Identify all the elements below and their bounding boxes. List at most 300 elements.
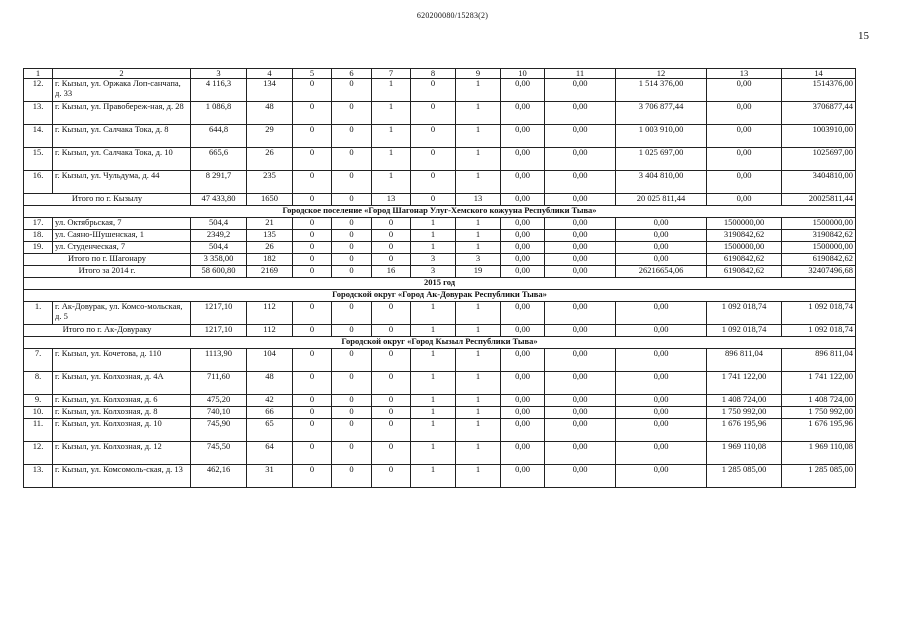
address-cell: г. Кызыл, ул. Оржака Лоп-санчапа, д. 33 [53, 79, 191, 102]
value-cell: 0,00 [501, 395, 545, 407]
address-cell: г. Кызыл, ул. Колхозная, д. 4А [53, 372, 191, 395]
value-cell: 0,00 [501, 102, 545, 125]
address-cell: ул. Студенческая, 7 [53, 242, 191, 254]
value-cell: 0 [372, 372, 411, 395]
value-cell: 644,8 [191, 125, 247, 148]
address-cell: ул. Октябрьская, 7 [53, 218, 191, 230]
value-cell: 0 [293, 79, 332, 102]
value-cell: 0 [332, 419, 372, 442]
row-number-cell: 15. [24, 148, 53, 171]
value-cell: 0 [372, 442, 411, 465]
value-cell: 0,00 [501, 171, 545, 194]
value-cell: 1 [456, 230, 501, 242]
value-cell: 0 [332, 79, 372, 102]
value-cell: 1 [456, 218, 501, 230]
value-cell: 665,6 [191, 148, 247, 171]
value-cell: 0 [332, 148, 372, 171]
table-row [24, 125, 856, 148]
register-table [23, 68, 856, 488]
value-cell: 1 676 195,96 [782, 419, 856, 442]
value-cell: 1 [411, 230, 456, 242]
value-cell: 0,00 [545, 407, 616, 419]
total-cell: 0,00 [501, 266, 545, 278]
value-cell: 1 [456, 407, 501, 419]
column-number-cell: 10 [501, 69, 545, 79]
value-cell: 745,90 [191, 419, 247, 442]
value-cell: 475,20 [191, 395, 247, 407]
column-number-cell: 11 [545, 69, 616, 79]
column-number-cell: 13 [707, 69, 782, 79]
total-cell: 112 [247, 325, 293, 337]
row-number-cell: 9. [24, 395, 53, 407]
value-cell: 1 [411, 218, 456, 230]
total-cell: 0,00 [545, 254, 616, 266]
value-cell: 66 [247, 407, 293, 419]
total-label: Итого по г. Кызылу [24, 194, 191, 206]
value-cell: 0,00 [501, 465, 545, 488]
value-cell: 29 [247, 125, 293, 148]
total-cell: 58 600,80 [191, 266, 247, 278]
value-cell: 0,00 [501, 407, 545, 419]
value-cell: 0 [293, 230, 332, 242]
value-cell: 0 [293, 419, 332, 442]
value-cell: 0 [332, 372, 372, 395]
value-cell: 0 [293, 218, 332, 230]
value-cell: 1 676 195,96 [707, 419, 782, 442]
value-cell: 1 [456, 442, 501, 465]
total-cell: 0 [372, 325, 411, 337]
value-cell: 0,00 [616, 419, 707, 442]
value-cell: 1 750 992,00 [782, 407, 856, 419]
column-number-cell: 4 [247, 69, 293, 79]
value-cell: 8 291,7 [191, 171, 247, 194]
column-number-cell: 2 [53, 69, 191, 79]
value-cell: 0 [411, 171, 456, 194]
value-cell: 1 [411, 419, 456, 442]
table-row [24, 442, 856, 465]
value-cell: 48 [247, 102, 293, 125]
total-label: Итого по г. Ак-Довураку [24, 325, 191, 337]
row-number-cell: 17. [24, 218, 53, 230]
total-cell: 0,00 [616, 254, 707, 266]
value-cell: 0,00 [545, 349, 616, 372]
value-cell: 1 [411, 349, 456, 372]
value-cell: 0,00 [501, 79, 545, 102]
value-cell: 1 [372, 79, 411, 102]
value-cell: 65 [247, 419, 293, 442]
address-cell: г. Кызыл, ул. Комсомоль-ская, д. 13 [53, 465, 191, 488]
value-cell: 0,00 [545, 79, 616, 102]
total-cell: 0,00 [616, 325, 707, 337]
value-cell: 135 [247, 230, 293, 242]
value-cell: 1514376,00 [782, 79, 856, 102]
value-cell: 0 [372, 395, 411, 407]
total-cell: 182 [247, 254, 293, 266]
value-cell: 0 [293, 465, 332, 488]
value-cell: 0,00 [616, 372, 707, 395]
value-cell: 0,00 [545, 419, 616, 442]
value-cell: 1 [372, 171, 411, 194]
total-cell: 1217,10 [191, 325, 247, 337]
address-cell: г. Кызыл, ул. Колхозная, д. 10 [53, 419, 191, 442]
column-number-cell: 12 [616, 69, 707, 79]
value-cell: 0,00 [545, 395, 616, 407]
value-cell: 1 [411, 372, 456, 395]
total-cell: 47 433,80 [191, 194, 247, 206]
total-cell: 0,00 [707, 194, 782, 206]
total-cell: 20 025 811,44 [616, 194, 707, 206]
value-cell: 26 [247, 148, 293, 171]
value-cell: 0,00 [545, 218, 616, 230]
value-cell: 1 [372, 125, 411, 148]
address-cell: г. Ак-Довурак, ул. Комсо-мольская, д. 5 [53, 302, 191, 325]
total-cell: 0 [332, 254, 372, 266]
value-cell: 0 [293, 372, 332, 395]
row-number-cell: 12. [24, 442, 53, 465]
total-cell: 0 [332, 266, 372, 278]
value-cell: 0 [372, 465, 411, 488]
value-cell: 745,50 [191, 442, 247, 465]
value-cell: 0 [372, 349, 411, 372]
total-cell: 6190842,62 [707, 254, 782, 266]
row-number-cell: 12. [24, 79, 53, 102]
value-cell: 0,00 [545, 102, 616, 125]
section-title: 2015 год [24, 278, 856, 290]
value-cell: 462,16 [191, 465, 247, 488]
value-cell: 0 [293, 407, 332, 419]
row-number-cell: 10. [24, 407, 53, 419]
address-cell: г. Кызыл, ул. Колхозная, д. 8 [53, 407, 191, 419]
value-cell: 235 [247, 171, 293, 194]
value-cell: 0,00 [707, 125, 782, 148]
total-cell: 0,00 [501, 325, 545, 337]
value-cell: 0,00 [616, 442, 707, 465]
value-cell: 0,00 [707, 148, 782, 171]
value-cell: 0,00 [707, 102, 782, 125]
row-number-cell: 7. [24, 349, 53, 372]
value-cell: 1500000,00 [707, 218, 782, 230]
value-cell: 1 003 910,00 [616, 125, 707, 148]
value-cell: 0,00 [616, 407, 707, 419]
value-cell: 1 408 724,00 [707, 395, 782, 407]
value-cell: 0 [332, 171, 372, 194]
total-cell: 26216654,06 [616, 266, 707, 278]
value-cell: 740,10 [191, 407, 247, 419]
row-number-cell: 8. [24, 372, 53, 395]
total-cell: 0,00 [545, 325, 616, 337]
value-cell: 0,00 [501, 302, 545, 325]
value-cell: 1 [456, 395, 501, 407]
value-cell: 0 [293, 442, 332, 465]
value-cell: 0,00 [501, 349, 545, 372]
value-cell: 104 [247, 349, 293, 372]
value-cell: 3 404 810,00 [616, 171, 707, 194]
value-cell: 1 [456, 79, 501, 102]
value-cell: 0 [293, 171, 332, 194]
value-cell: 0 [332, 242, 372, 254]
row-number-cell: 1. [24, 302, 53, 325]
value-cell: 0,00 [616, 349, 707, 372]
value-cell: 0,00 [616, 242, 707, 254]
value-cell: 1 [456, 102, 501, 125]
row-number-cell: 14. [24, 125, 53, 148]
value-cell: 1003910,00 [782, 125, 856, 148]
value-cell: 1 [372, 102, 411, 125]
column-number-cell: 6 [332, 69, 372, 79]
value-cell: 0,00 [545, 125, 616, 148]
value-cell: 21 [247, 218, 293, 230]
section-title: Городской округ «Город Ак-Довурак Республики Тыва» [24, 290, 856, 302]
total-cell: 1 092 018,74 [707, 325, 782, 337]
value-cell: 1 [456, 242, 501, 254]
value-cell: 134 [247, 79, 293, 102]
value-cell: 48 [247, 372, 293, 395]
table-row [24, 230, 856, 242]
value-cell: 0 [372, 407, 411, 419]
value-cell: 1 [456, 302, 501, 325]
value-cell: 0 [411, 148, 456, 171]
value-cell: 0,00 [501, 230, 545, 242]
value-cell: 1 [456, 125, 501, 148]
value-cell: 0 [372, 302, 411, 325]
value-cell: 3190842,62 [782, 230, 856, 242]
value-cell: 0,00 [545, 242, 616, 254]
value-cell: 0 [332, 407, 372, 419]
value-cell: 3404810,00 [782, 171, 856, 194]
row-number-cell: 13. [24, 102, 53, 125]
column-number-cell: 14 [782, 69, 856, 79]
value-cell: 1 750 992,00 [707, 407, 782, 419]
total-cell: 0 [411, 194, 456, 206]
table-row [24, 395, 856, 407]
value-cell: 0 [332, 125, 372, 148]
table-row [24, 171, 856, 194]
total-cell: 0 [372, 254, 411, 266]
value-cell: 0,00 [545, 442, 616, 465]
value-cell: 42 [247, 395, 293, 407]
value-cell: 504,4 [191, 242, 247, 254]
value-cell: 0,00 [616, 218, 707, 230]
value-cell: 0 [332, 395, 372, 407]
value-cell: 0,00 [545, 302, 616, 325]
value-cell: 1 [456, 148, 501, 171]
column-number-cell: 5 [293, 69, 332, 79]
value-cell: 896 811,04 [707, 349, 782, 372]
value-cell: 0 [293, 102, 332, 125]
value-cell: 0 [332, 230, 372, 242]
address-cell: г. Кызыл, ул. Чульдума, д. 44 [53, 171, 191, 194]
value-cell: 1113,90 [191, 349, 247, 372]
table-row [24, 349, 856, 372]
value-cell: 0 [332, 218, 372, 230]
total-row [24, 325, 856, 337]
value-cell: 0,00 [707, 79, 782, 102]
table-row [24, 372, 856, 395]
total-cell: 0 [293, 266, 332, 278]
address-cell: г. Кызыл, ул. Салчака Тока, д. 10 [53, 148, 191, 171]
value-cell: 1 [372, 148, 411, 171]
value-cell: 3190842,62 [707, 230, 782, 242]
total-cell: 0,00 [501, 194, 545, 206]
value-cell: 1500000,00 [782, 242, 856, 254]
value-cell: 0 [332, 102, 372, 125]
value-cell: 0 [411, 102, 456, 125]
value-cell: 1025697,00 [782, 148, 856, 171]
value-cell: 0 [293, 242, 332, 254]
value-cell: 1 [456, 372, 501, 395]
value-cell: 0,00 [501, 419, 545, 442]
row-number-cell: 16. [24, 171, 53, 194]
section-header-row [24, 290, 856, 302]
value-cell: 1 [456, 171, 501, 194]
value-cell: 1500000,00 [707, 242, 782, 254]
total-cell: 0 [332, 194, 372, 206]
row-number-cell: 13. [24, 465, 53, 488]
value-cell: 3 706 877,44 [616, 102, 707, 125]
total-cell: 0 [332, 325, 372, 337]
value-cell: 0,00 [545, 148, 616, 171]
value-cell: 2349,2 [191, 230, 247, 242]
value-cell: 1 514 376,00 [616, 79, 707, 102]
address-cell: г. Кызыл, ул. Колхозная, д. 6 [53, 395, 191, 407]
total-cell: 1 [411, 325, 456, 337]
value-cell: 26 [247, 242, 293, 254]
total-cell: 3 [411, 266, 456, 278]
total-cell: 1 092 018,74 [782, 325, 856, 337]
page-number: 15 [858, 30, 869, 42]
table-row [24, 302, 856, 325]
value-cell: 0 [372, 419, 411, 442]
total-cell: 0 [293, 325, 332, 337]
value-cell: 0 [332, 302, 372, 325]
total-cell: 19 [456, 266, 501, 278]
value-cell: 0 [332, 465, 372, 488]
value-cell: 1 969 110,08 [782, 442, 856, 465]
value-cell: 4 116,3 [191, 79, 247, 102]
value-cell: 1 [456, 419, 501, 442]
total-cell: 3 358,00 [191, 254, 247, 266]
table-row [24, 419, 856, 442]
table-row [24, 407, 856, 419]
value-cell: 0,00 [616, 302, 707, 325]
table-row [24, 148, 856, 171]
section-header-row [24, 206, 856, 218]
value-cell: 504,4 [191, 218, 247, 230]
value-cell: 0 [293, 395, 332, 407]
address-cell: г. Кызыл, ул. Колхозная, д. 12 [53, 442, 191, 465]
value-cell: 0,00 [545, 171, 616, 194]
value-cell: 0,00 [616, 465, 707, 488]
value-cell: 0,00 [501, 218, 545, 230]
total-cell: 1650 [247, 194, 293, 206]
value-cell: 1 [456, 349, 501, 372]
value-cell: 0,00 [707, 171, 782, 194]
value-cell: 1 086,8 [191, 102, 247, 125]
value-cell: 112 [247, 302, 293, 325]
value-cell: 0,00 [501, 148, 545, 171]
value-cell: 0 [332, 442, 372, 465]
column-number-cell: 9 [456, 69, 501, 79]
value-cell: 1500000,00 [782, 218, 856, 230]
total-cell: 3 [456, 254, 501, 266]
total-cell: 13 [456, 194, 501, 206]
total-cell: 0,00 [501, 254, 545, 266]
table-row [24, 218, 856, 230]
value-cell: 0 [293, 349, 332, 372]
value-cell: 1 [411, 407, 456, 419]
column-number-cell: 3 [191, 69, 247, 79]
table-row [24, 102, 856, 125]
column-number-cell: 1 [24, 69, 53, 79]
value-cell: 0,00 [545, 372, 616, 395]
total-row [24, 266, 856, 278]
total-cell: 6190842,62 [707, 266, 782, 278]
value-cell: 1 741 122,00 [782, 372, 856, 395]
row-number-cell: 19. [24, 242, 53, 254]
value-cell: 0 [293, 125, 332, 148]
total-cell: 20025811,44 [782, 194, 856, 206]
value-cell: 896 811,04 [782, 349, 856, 372]
value-cell: 0,00 [616, 230, 707, 242]
value-cell: 0 [293, 148, 332, 171]
value-cell: 0,00 [616, 395, 707, 407]
section-title: Городской округ «Город Кызыл Республики Тыва» [24, 337, 856, 349]
value-cell: 0,00 [545, 230, 616, 242]
value-cell: 64 [247, 442, 293, 465]
total-cell: 0 [293, 194, 332, 206]
column-number-cell: 8 [411, 69, 456, 79]
value-cell: 0 [411, 125, 456, 148]
address-cell: ул. Саяно-Шушенская, 1 [53, 230, 191, 242]
total-cell: 16 [372, 266, 411, 278]
section-title: Городское поселение «Город Шагонар Улуг-Хемского кожууна Республики Тыва» [24, 206, 856, 218]
value-cell: 711,60 [191, 372, 247, 395]
value-cell: 1 741 122,00 [707, 372, 782, 395]
value-cell: 1 025 697,00 [616, 148, 707, 171]
table-row [24, 242, 856, 254]
address-cell: г. Кызыл, ул. Правобереж-ная, д. 28 [53, 102, 191, 125]
section-header-row [24, 337, 856, 349]
value-cell: 0 [372, 242, 411, 254]
total-cell: 32407496,68 [782, 266, 856, 278]
value-cell: 1217,10 [191, 302, 247, 325]
value-cell: 0,00 [501, 372, 545, 395]
value-cell: 0 [372, 218, 411, 230]
value-cell: 0 [411, 79, 456, 102]
total-cell: 0,00 [545, 266, 616, 278]
table-row [24, 79, 856, 102]
table-row [24, 465, 856, 488]
document-code: 620200080/15283(2) [416, 11, 489, 20]
value-cell: 1 [411, 395, 456, 407]
column-number-cell: 7 [372, 69, 411, 79]
value-cell: 1 [411, 242, 456, 254]
total-cell: 0 [293, 254, 332, 266]
value-cell: 0,00 [545, 465, 616, 488]
total-cell: 6190842,62 [782, 254, 856, 266]
value-cell: 0 [293, 302, 332, 325]
address-cell: г. Кызыл, ул. Салчака Тока, д. 8 [53, 125, 191, 148]
value-cell: 1 [411, 302, 456, 325]
value-cell: 1 [411, 442, 456, 465]
value-cell: 1 [456, 465, 501, 488]
value-cell: 1 969 110,08 [707, 442, 782, 465]
value-cell: 0 [372, 230, 411, 242]
total-label: Итого за 2014 г. [24, 266, 191, 278]
total-cell: 13 [372, 194, 411, 206]
value-cell: 3706877,44 [782, 102, 856, 125]
value-cell: 0,00 [501, 442, 545, 465]
